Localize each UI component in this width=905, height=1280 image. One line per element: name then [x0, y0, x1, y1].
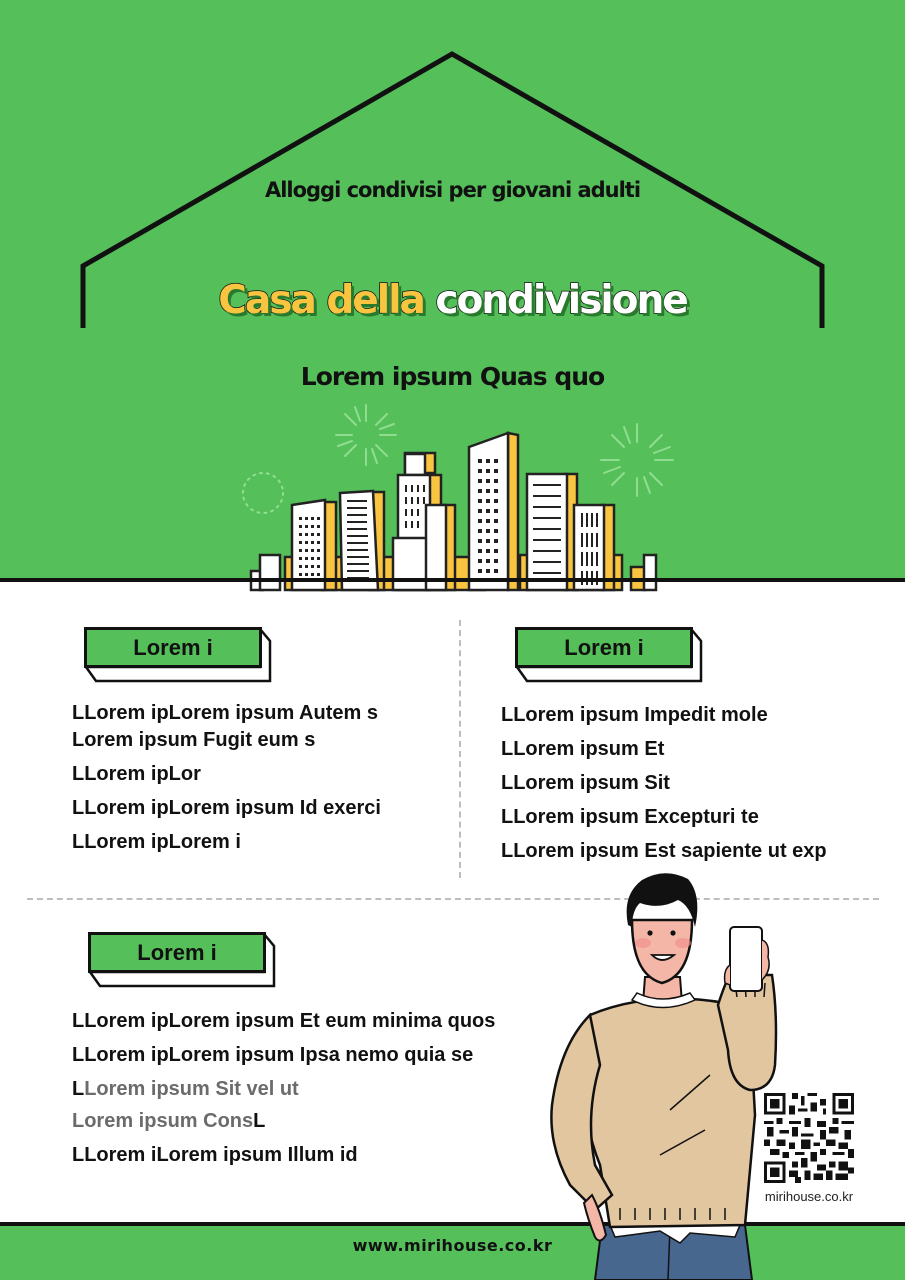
section-list-2 [501, 702, 827, 872]
list-item: LLorem ipsum Excepturi te [501, 806, 759, 828]
section-label-text: Lorem i [84, 627, 262, 668]
list-item: LLorem ipLorem ipsum Ipsa nemo quia se [72, 1044, 474, 1066]
list-item [72, 1076, 495, 1103]
list-item: LLorem ipLorem i [72, 831, 241, 853]
list-item: LLorem ipLorem ipsum Et eum minima quos [72, 1010, 496, 1032]
list-item [72, 1108, 495, 1135]
section-list-1 [72, 700, 381, 863]
tagline: Lorem ipsum Quas quo [300, 362, 605, 391]
footer-url[interactable]: www.mirihouse.co.kr [352, 1236, 553, 1255]
subtitle: Alloggi condivisi per giovani adulti [264, 178, 641, 202]
section-label-text: Lorem i [515, 627, 693, 668]
list-item-muted: Lorem ipsum Sit vel ut [84, 1078, 299, 1100]
list-item: LLorem iLorem ipsum Illum id [72, 1144, 358, 1166]
man-holding-phone-icon [540, 865, 800, 1280]
list-item: LLorem ipsum Sit [501, 772, 670, 794]
page-title [0, 278, 905, 323]
list-item: LLorem ipsum Et [501, 738, 665, 760]
list-item-lead: L [72, 1078, 85, 1100]
list-item-muted: Lorem ipsum Cons [72, 1110, 254, 1132]
list-item: LLorem ipLorem ipsum Autem s [72, 702, 378, 724]
list-item: LLorem ipLorem ipsum Id exerci [72, 797, 381, 819]
section-label-3 [88, 932, 278, 988]
list-item: LLorem ipLor [72, 763, 201, 785]
section-label-2 [515, 627, 705, 683]
list-item: LLorem ipsum Est sapiente ut exp [501, 840, 827, 862]
city-skyline-icon [230, 395, 680, 595]
section-label-text: Lorem i [88, 932, 266, 973]
header-divider-line [0, 578, 905, 582]
qr-code-icon[interactable] [764, 1093, 854, 1183]
fireworks-icon [243, 405, 673, 513]
qr-code-label: mirihouse.co.kr [764, 1189, 854, 1204]
list-item: LLorem ipsum Impedit mole [501, 704, 768, 726]
section-list-3 [72, 1008, 495, 1176]
list-item-tail: L [253, 1110, 266, 1132]
title-part-white: condivisione [435, 278, 687, 323]
title-part-yellow: Casa della [218, 278, 424, 323]
vertical-dashed-divider [459, 620, 461, 878]
section-label-1 [84, 627, 274, 683]
list-item: Lorem ipsum Fugit eum s [72, 729, 316, 751]
